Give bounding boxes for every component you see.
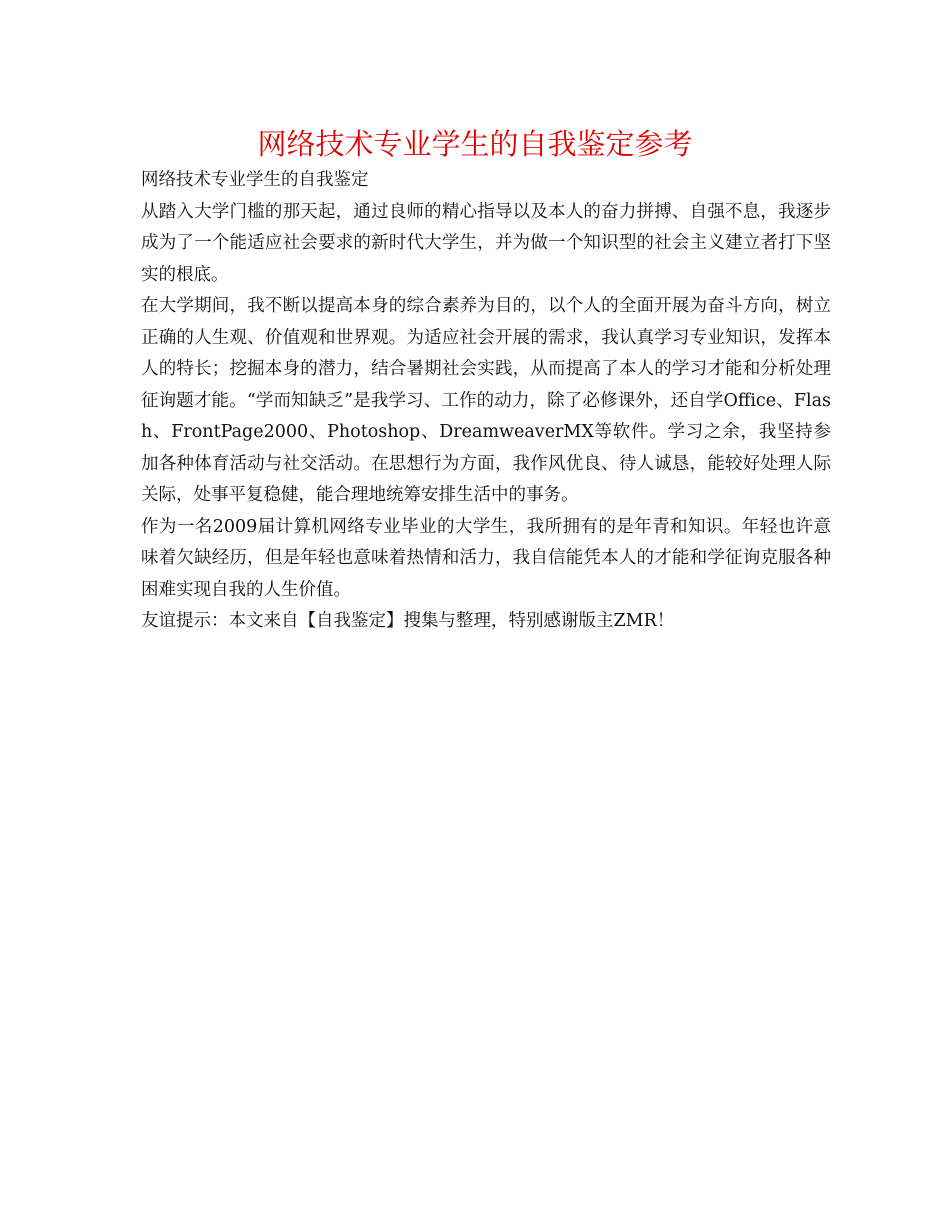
body-paragraph: 在大学期间，我不断以提高本身的综合素养为目的，以个人的全面开展为奋斗方向，树立正确的人生观、价值观和世界观。为适应社会开展的需求，我认真学习专业知识，发挥本人的特长；挖掘本身的潜力，结合暑期社会实践，从而提高了本人的学习才能和分析处理征询题才能。“学而知缺乏”是我学习、工作的动力，除了必修课外，还自学Office、Flash、FrontPage2000、Photoshop、DreamweaverMX等软件。学习之余，我坚持参加各种体育活动与社交活动。在思想行为方面，我作风优良、待人诚恳，能较好处理人际关际，处事平复稳健，能合理地统筹安排生活中的事务。 xyxy=(141,296,831,505)
body-paragraph: 从踏入大学门槛的那天起，通过良师的精心指导以及本人的奋力拼搏、自强不息，我逐步成为了一个能适应社会要求的新时代大学生，并为做一个知识型的社会主义建立者打下坚实的根底。 xyxy=(141,201,831,285)
footer-note-paragraph: 友谊提示：本文来自【自我鉴定】搜集与整理，特别感谢版主ZMR！ xyxy=(141,611,675,631)
subtitle-paragraph: 网络技术专业学生的自我鉴定 xyxy=(141,170,369,190)
body-paragraph: 作为一名2009届计算机网络专业毕业的大学生，我所拥有的是年青和知识。年轻也许意味着欠缺经历，但是年轻也意味着热情和活力，我自信能凭本人的才能和学征询克服各种困难实现自我的人生价值。 xyxy=(141,516,831,600)
document-body xyxy=(141,165,831,638)
document-title: 网络技术专业学生的自我鉴定参考 xyxy=(257,127,693,161)
